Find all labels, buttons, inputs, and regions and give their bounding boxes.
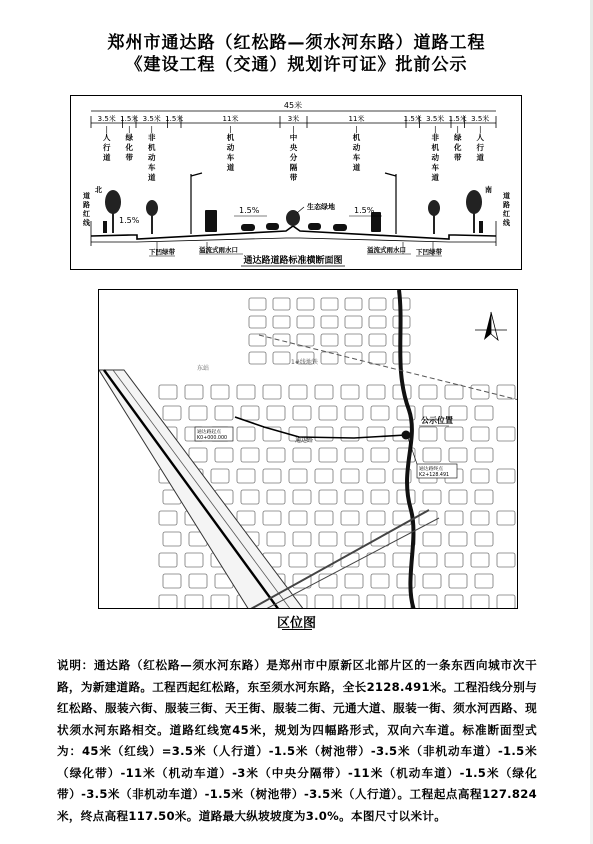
caption-underline bbox=[282, 629, 312, 630]
city-block bbox=[345, 352, 362, 364]
city-block bbox=[497, 511, 515, 525]
city-block bbox=[321, 298, 338, 310]
city-block bbox=[475, 448, 493, 462]
cross-section-drawing bbox=[70, 95, 522, 270]
city-block bbox=[237, 511, 255, 525]
zone-label: 机动车道 bbox=[352, 133, 361, 172]
city-block bbox=[273, 352, 290, 364]
city-block bbox=[445, 595, 463, 609]
left-red-line-char-3: 红 bbox=[83, 210, 90, 218]
city-block bbox=[369, 352, 386, 364]
segment-width-label: 1.5米 bbox=[448, 115, 467, 123]
city-block bbox=[345, 448, 363, 462]
zone-label: 机动车道 bbox=[226, 133, 235, 172]
north-label: 北 bbox=[95, 186, 102, 194]
city-block bbox=[297, 316, 314, 328]
city-block bbox=[237, 469, 255, 483]
city-block bbox=[345, 532, 363, 546]
segment-width-label: 3.5米 bbox=[426, 115, 445, 123]
city-block bbox=[241, 448, 259, 462]
city-block bbox=[497, 469, 515, 483]
city-block bbox=[215, 448, 233, 462]
location-map-svg bbox=[99, 290, 518, 609]
city-block bbox=[419, 595, 437, 609]
slope-left: 1.5% bbox=[119, 216, 140, 225]
city-block bbox=[249, 316, 266, 328]
city-block bbox=[315, 469, 333, 483]
city-block bbox=[297, 334, 314, 346]
callout-right-2: 下凹绿带 bbox=[416, 248, 442, 256]
city-block bbox=[267, 532, 285, 546]
city-block bbox=[289, 469, 307, 483]
city-block bbox=[189, 574, 207, 588]
city-block bbox=[367, 511, 385, 525]
zone-label: 非机动车道 bbox=[148, 133, 156, 182]
city-block bbox=[445, 385, 463, 399]
title-line-2: 《建设工程（交通）规划许可证》批前公示 bbox=[125, 55, 468, 75]
total-width-label: 45米 bbox=[283, 101, 303, 110]
location-map-caption: 区位图 bbox=[276, 616, 316, 631]
city-block bbox=[471, 469, 489, 483]
city-block bbox=[163, 574, 181, 588]
city-block bbox=[475, 406, 493, 420]
city-block bbox=[393, 553, 411, 567]
city-block bbox=[163, 406, 181, 420]
city-block bbox=[211, 469, 229, 483]
city-block bbox=[315, 385, 333, 399]
right-red-line-char-4: 线 bbox=[503, 219, 510, 227]
city-block bbox=[475, 532, 493, 546]
city-block bbox=[319, 532, 337, 546]
city-block bbox=[423, 532, 441, 546]
end-label-2: K2+128.491 bbox=[419, 473, 450, 478]
city-block bbox=[319, 490, 337, 504]
city-block bbox=[371, 448, 389, 462]
city-block bbox=[273, 316, 290, 328]
description-text: 说明：通达路（红松路—须水河东路）是郑州市中原新区北部片区的一条东西向城市次干路，为新建道路。工程西起红松路，东至须水河东路，全长2128.491米。工程沿线分别与红松路、服装六街、服装三街、天王街、服装二街、元通大道、服装一街、须水河西路、现状须水河东路相交。道路红线宽45米，规划为四幅路形式，双向六车道。标准断面型式为：45米（红线）=3.5米（人行道）-1.5米（树池带）-3.5米（非机动车道）-1.5米（绿化带）-11米（机动车道）-3米（中央分隔带）-11米（机动车道）-1.5米（绿化带）-3.5米（非机动车道）-1.5米（树池带）-3.5米（人行道）。工程起点高程127.824米，终点高程117.50米。道路最大纵坡坡度为3.0%。本图尺寸以米计。 bbox=[57, 658, 537, 823]
city-block bbox=[185, 595, 203, 609]
zone-label: 非机动车道 bbox=[431, 133, 439, 182]
segment-width-label: 3.5米 bbox=[97, 115, 116, 123]
road-label: 通达路 bbox=[295, 437, 314, 444]
city-block bbox=[267, 448, 285, 462]
city-block bbox=[289, 511, 307, 525]
right-red-line-char-1: 道 bbox=[503, 192, 510, 200]
city-block bbox=[371, 574, 389, 588]
city-block bbox=[249, 352, 266, 364]
city-block bbox=[345, 490, 363, 504]
city-block bbox=[321, 352, 338, 364]
city-block bbox=[293, 406, 311, 420]
city-block bbox=[497, 553, 515, 567]
city-block bbox=[369, 298, 386, 310]
city-block bbox=[211, 385, 229, 399]
city-block bbox=[293, 448, 311, 462]
city-block bbox=[371, 406, 389, 420]
city-block bbox=[423, 490, 441, 504]
city-block bbox=[241, 490, 259, 504]
start-label-1: 通达路起点 bbox=[197, 430, 221, 435]
left-red-line-char-4: 线 bbox=[83, 219, 90, 227]
city-block bbox=[393, 511, 411, 525]
segment-width-label: 1.5米 bbox=[403, 115, 422, 123]
city-block bbox=[263, 469, 281, 483]
city-block bbox=[293, 532, 311, 546]
segment-width-label: 1.5米 bbox=[120, 115, 139, 123]
city-block bbox=[341, 427, 359, 441]
city-block bbox=[419, 427, 437, 441]
city-block bbox=[163, 532, 181, 546]
city-block bbox=[315, 427, 333, 441]
city-block bbox=[297, 298, 314, 310]
city-block bbox=[449, 448, 467, 462]
city-block bbox=[475, 574, 493, 588]
city-block bbox=[189, 406, 207, 420]
south-label: 南 bbox=[485, 186, 492, 194]
marker-label: 公示位置 bbox=[421, 416, 453, 425]
city-block bbox=[449, 532, 467, 546]
title-line-1: 郑州市通达路（红松路—须水河东路）道路工程 bbox=[107, 33, 486, 53]
city-block bbox=[497, 385, 515, 399]
city-block bbox=[449, 490, 467, 504]
city-block bbox=[341, 385, 359, 399]
city-block bbox=[371, 490, 389, 504]
city-block bbox=[289, 385, 307, 399]
city-block bbox=[393, 595, 411, 609]
city-block bbox=[321, 334, 338, 346]
zone-label: 人行道 bbox=[103, 133, 111, 162]
city-block bbox=[345, 298, 362, 310]
city-block bbox=[471, 553, 489, 567]
zone-label: 人行道 bbox=[476, 133, 484, 162]
north-arrow-icon bbox=[475, 312, 507, 340]
left-red-line-char-1: 道 bbox=[83, 192, 90, 200]
city-block bbox=[345, 316, 362, 328]
city-block bbox=[267, 490, 285, 504]
city-block bbox=[367, 427, 385, 441]
city-block bbox=[445, 427, 463, 441]
segment-width-label: 3.5米 bbox=[142, 115, 161, 123]
city-block bbox=[263, 511, 281, 525]
city-block bbox=[159, 385, 177, 399]
city-block bbox=[367, 553, 385, 567]
city-block bbox=[185, 553, 203, 567]
slope-right: 1.5% bbox=[354, 206, 375, 215]
start-label-2: K0+000.000 bbox=[197, 436, 228, 441]
city-block bbox=[369, 334, 386, 346]
city-block bbox=[315, 595, 333, 609]
city-block bbox=[159, 553, 177, 567]
city-block bbox=[319, 406, 337, 420]
city-block bbox=[341, 595, 359, 609]
city-block bbox=[159, 595, 177, 609]
city-block bbox=[289, 553, 307, 567]
city-block bbox=[273, 298, 290, 310]
city-block bbox=[345, 334, 362, 346]
city-block bbox=[419, 385, 437, 399]
location-map bbox=[98, 289, 518, 609]
callout-right-1: 溢流式雨水口 bbox=[367, 246, 406, 254]
city-block bbox=[497, 595, 515, 609]
left-red-line-char-2: 路 bbox=[83, 201, 90, 209]
callout-left-1: 下凹绿带 bbox=[149, 248, 175, 256]
slope-mid: 1.5% bbox=[239, 206, 260, 215]
segment-width-label: 11米 bbox=[222, 115, 239, 123]
city-block bbox=[185, 385, 203, 399]
right-red-line-char-3: 红 bbox=[503, 210, 510, 218]
city-block bbox=[321, 316, 338, 328]
cross-section-svg bbox=[71, 96, 522, 270]
city-block bbox=[211, 595, 229, 609]
city-block bbox=[237, 385, 255, 399]
city-block bbox=[367, 385, 385, 399]
callout-left-2: 溢流式雨水口 bbox=[199, 246, 238, 254]
city-block bbox=[369, 316, 386, 328]
segment-width-label: 3米 bbox=[287, 115, 300, 123]
city-block bbox=[345, 406, 363, 420]
city-block bbox=[215, 406, 233, 420]
city-block bbox=[423, 574, 441, 588]
city-block bbox=[475, 490, 493, 504]
city-block bbox=[449, 574, 467, 588]
city-block bbox=[237, 427, 255, 441]
marker-dot bbox=[402, 431, 411, 440]
city-block bbox=[367, 595, 385, 609]
zone-label: 绿化带 bbox=[454, 133, 462, 162]
city-block bbox=[315, 511, 333, 525]
city-block bbox=[497, 427, 515, 441]
city-block bbox=[319, 448, 337, 462]
median-label: 生态绿地 bbox=[307, 203, 335, 211]
city-block bbox=[267, 406, 285, 420]
city-block bbox=[445, 511, 463, 525]
zone-label: 中央分隔带 bbox=[289, 133, 298, 182]
segment-width-label: 1.5米 bbox=[165, 115, 184, 123]
city-block bbox=[367, 469, 385, 483]
right-red-line-char-2: 路 bbox=[503, 201, 510, 209]
city-block bbox=[471, 595, 489, 609]
cross-section-caption: 通达路道路标准横断面图 bbox=[243, 256, 343, 266]
city-block bbox=[471, 427, 489, 441]
city-block bbox=[263, 385, 281, 399]
city-block bbox=[273, 334, 290, 346]
city-block bbox=[345, 574, 363, 588]
city-block bbox=[293, 490, 311, 504]
city-block bbox=[249, 298, 266, 310]
city-block bbox=[241, 406, 259, 420]
end-label-1: 通达路终点 bbox=[419, 467, 443, 472]
district-label: 东站 bbox=[197, 365, 210, 372]
city-block bbox=[423, 448, 441, 462]
zone-label: 绿化带 bbox=[125, 133, 133, 162]
segment-width-label: 3.5米 bbox=[471, 115, 490, 123]
city-block bbox=[159, 511, 177, 525]
city-block bbox=[445, 553, 463, 567]
segment-width-label: 11米 bbox=[348, 115, 365, 123]
city-block bbox=[341, 511, 359, 525]
city-block bbox=[341, 469, 359, 483]
city-block bbox=[471, 511, 489, 525]
rail-label: 1#线地铁 bbox=[291, 359, 318, 366]
city-block bbox=[419, 553, 437, 567]
